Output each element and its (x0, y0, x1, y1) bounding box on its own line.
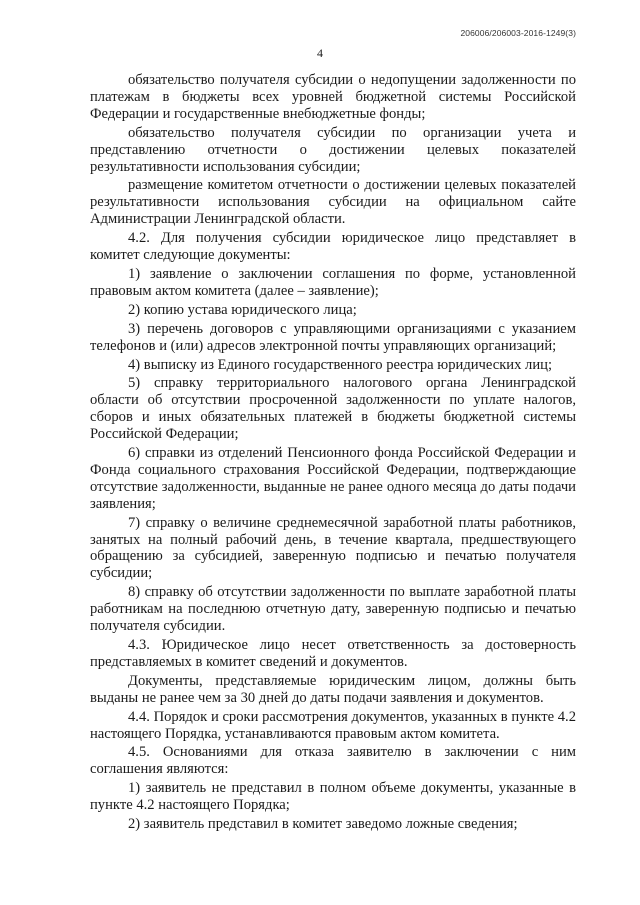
paragraph: 4.5. Основаниями для отказа заявителю в заключении с ним соглашения являются: (90, 744, 576, 778)
paragraph: Документы, представляемые юридическим лицом, должны быть выданы не ранее чем за 30 дней до даты подачи заявления и документов. (90, 672, 576, 706)
paragraph: 1) заявление о заключении соглашения по форме, установленной правовым актом комитета (далее – заявление); (90, 265, 576, 299)
paragraph: 4.4. Порядок и сроки рассмотрения документов, указанных в пункте 4.2 настоящего Порядка, устанавливаются правовым актом комитета. (90, 708, 576, 742)
paragraph: 6) справки из отделений Пенсионного фонда Российской Федерации и Фонда социального страхования Российской Федерации, подтверждающие отсутствие задолженности, выданные не ранее одного месяца до даты подачи заявления; (90, 445, 576, 512)
paragraph: 2) копию устава юридического лица; (128, 301, 357, 318)
paragraph: 4.2. Для получения субсидии юридическое лицо представляет в комитет следующие документы: (90, 230, 576, 264)
paragraph: размещение комитетом отчетности о достижении целевых показателей результативности использования субсидии на официальном сайте Администрации Ленинградской области. (90, 177, 576, 228)
paragraph: 1) заявитель не представил в полном объеме документы, указанные в пункте 4.2 настоящего Порядка; (90, 780, 576, 814)
paragraph: 5) справку территориального налогового органа Ленинградской области об отсутствии просроченной задолженности по уплате налогов, сборов и иных обязательных платежей в бюджеты бюджетной системы Российской Федерации; (90, 375, 576, 443)
paragraph: 7) справку о величине среднемесячной заработной платы работников, занятых на полный рабочий день, в течение квартала, предшествующего обращению за субсидией, заверенную подписью и печатью получателя субсидии; (90, 514, 576, 582)
paragraph: 4) выписку из Единого государственного реестра юридических лиц; (128, 356, 553, 373)
document-code: 206006/206003-2016-1249(3) (460, 28, 576, 38)
paragraph: 2) заявитель представил в комитет заведомо ложные сведения; (128, 816, 518, 833)
paragraph: 4.3. Юридическое лицо несет ответственность за достоверность представляемых в комитет сведений и документов. (90, 637, 576, 670)
paragraph: 3) перечень договоров с управляющими организациями с указанием телефонов и (или) адресов электронной почты управляющих организаций; (90, 320, 576, 354)
document-body (90, 72, 576, 835)
paragraph: обязательство получателя субсидии по организации учета и представлению отчетности о достижении целевых показателей результативности использования субсидии; (90, 124, 576, 175)
page-number: 4 (317, 46, 323, 60)
paragraph: обязательство получателя субсидии о недопущении задолженности по платежам в бюджеты всех уровней бюджетной системы Российской Федерации и государственные внебюджетные фонды; (90, 72, 576, 122)
paragraph: 8) справку об отсутствии задолженности по выплате заработной платы работникам на последнюю отчетную дату, заверенную подписью и печатью получателя субсидии. (90, 584, 576, 635)
